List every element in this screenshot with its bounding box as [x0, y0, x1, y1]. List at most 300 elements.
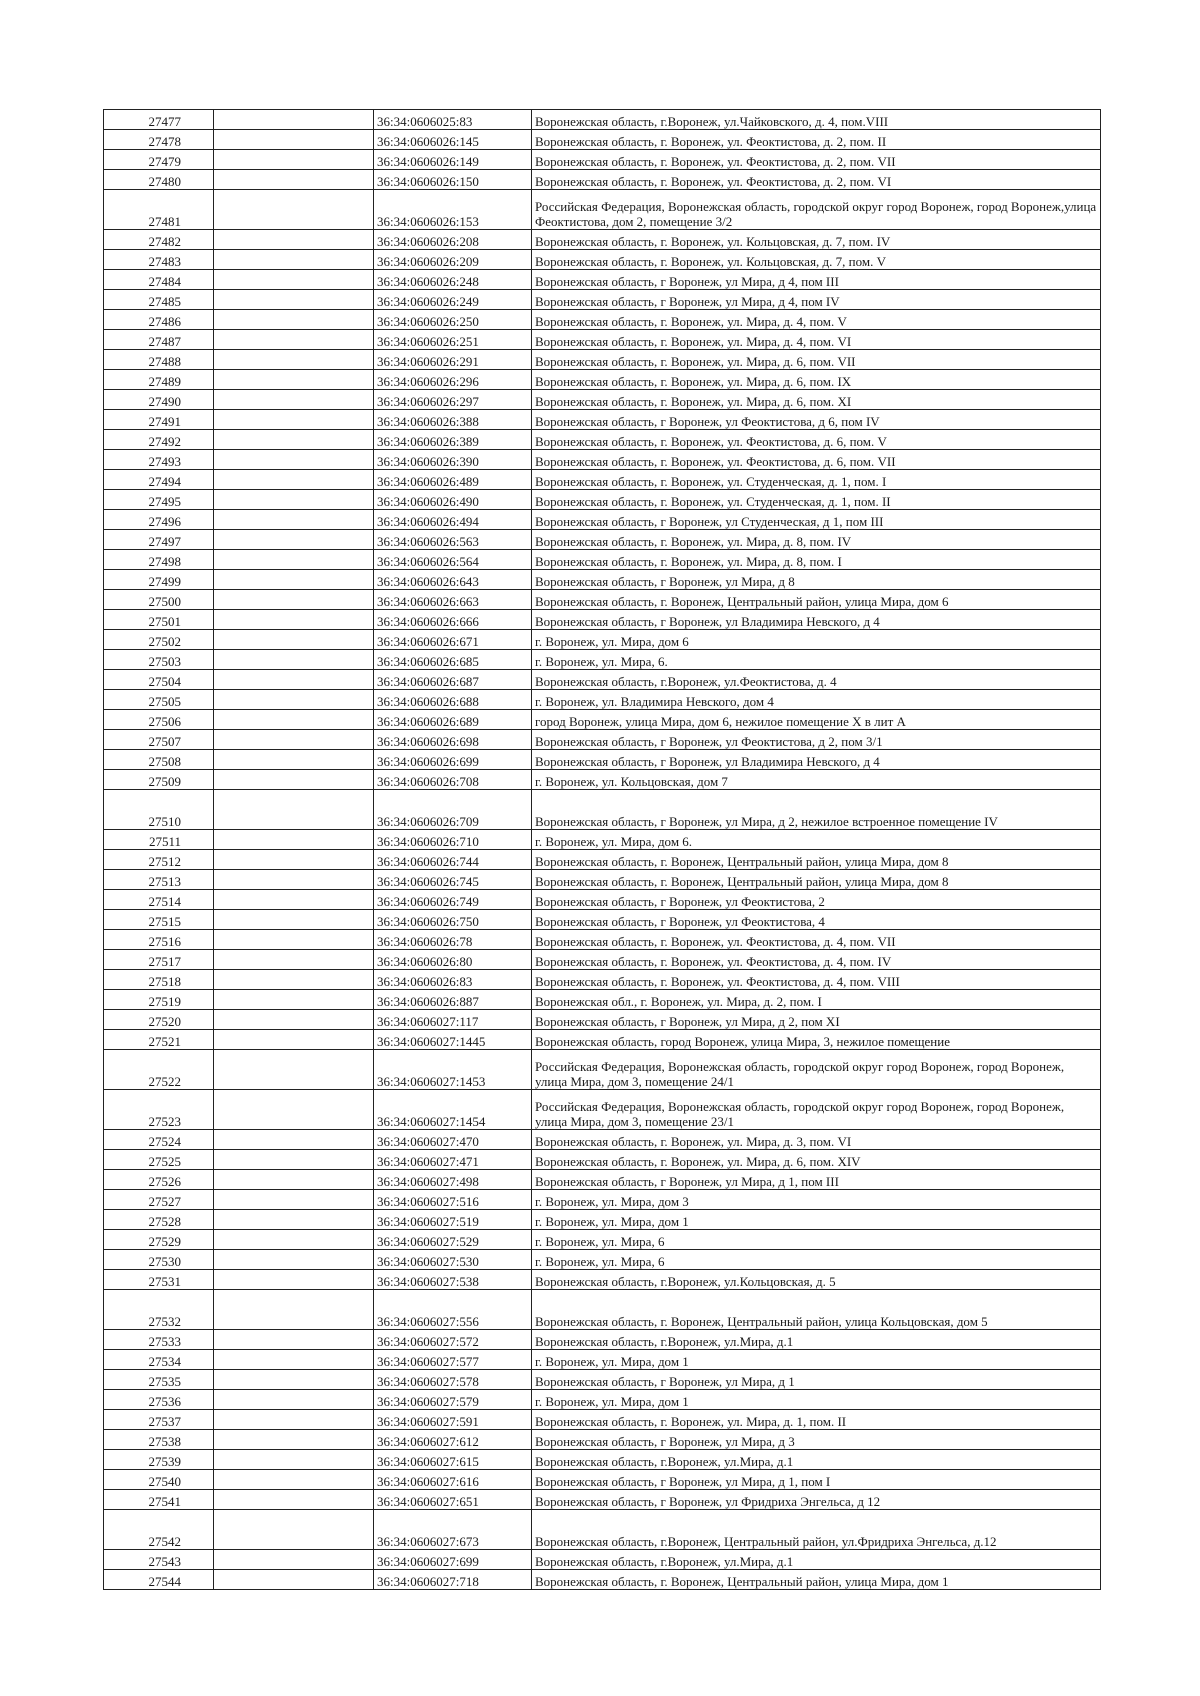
empty-cell: [214, 1150, 374, 1170]
empty-cell: [214, 590, 374, 610]
row-number-cell: 27503: [104, 650, 214, 670]
cadastral-number-cell: 36:34:0606026:489: [374, 470, 532, 490]
row-number-cell: 27493: [104, 450, 214, 470]
cadastral-number-cell: 36:34:0606026:663: [374, 590, 532, 610]
cadastral-number-cell: 36:34:0606026:149: [374, 150, 532, 170]
table-row: [104, 1130, 1101, 1150]
row-number-cell: 27514: [104, 890, 214, 910]
cadastral-number-cell: 36:34:0606026:388: [374, 410, 532, 430]
address-cell: Воронежская область, г. Воронеж, ул. Мира, д. 6, пом. VII: [532, 350, 1101, 370]
empty-cell: [214, 1290, 374, 1330]
cadastral-number-cell: 36:34:0606026:297: [374, 390, 532, 410]
empty-cell: [214, 270, 374, 290]
empty-cell: [214, 130, 374, 150]
address-cell: Воронежская область, г. Воронеж, ул. Феоктистова, д. 2, пом. II: [532, 130, 1101, 150]
cadastral-number-cell: 36:34:0606027:616: [374, 1470, 532, 1490]
empty-cell: [214, 1390, 374, 1410]
address-cell: Российская Федерация, Воронежская область, городской округ город Воронеж, город Воронеж, улица Мира, дом 3, помещение 23/1: [532, 1090, 1101, 1130]
row-number-cell: 27498: [104, 550, 214, 570]
table-row: [104, 110, 1101, 130]
table-row: [104, 570, 1101, 590]
row-number-cell: 27540: [104, 1470, 214, 1490]
cadastral-number-cell: 36:34:0606026:209: [374, 250, 532, 270]
table-row: [104, 430, 1101, 450]
row-number-cell: 27499: [104, 570, 214, 590]
address-cell: Воронежская область, г. Воронеж, ул. Мира, д. 6, пом. XIV: [532, 1150, 1101, 1170]
empty-cell: [214, 330, 374, 350]
empty-cell: [214, 950, 374, 970]
empty-cell: [214, 290, 374, 310]
empty-cell: [214, 850, 374, 870]
address-cell: Воронежская область, г. Воронеж, ул. Феоктистова, д. 4, пом. VII: [532, 930, 1101, 950]
cadastral-number-cell: 36:34:0606027:1454: [374, 1090, 532, 1130]
row-number-cell: 27509: [104, 770, 214, 790]
address-cell: Воронежская область, г Воронеж, ул Мира, д 1, пом I: [532, 1470, 1101, 1490]
empty-cell: [214, 1090, 374, 1130]
table-row: [104, 1290, 1101, 1330]
address-cell: Воронежская область, г Воронеж, ул Мира, д 8: [532, 570, 1101, 590]
table-row: [104, 310, 1101, 330]
cadastral-number-cell: 36:34:0606026:685: [374, 650, 532, 670]
row-number-cell: 27497: [104, 530, 214, 550]
cadastral-number-cell: 36:34:0606027:673: [374, 1510, 532, 1550]
empty-cell: [214, 650, 374, 670]
table-row: [104, 790, 1101, 830]
cadastral-number-cell: 36:34:0606026:744: [374, 850, 532, 870]
row-number-cell: 27543: [104, 1550, 214, 1570]
address-cell: г. Воронеж, ул. Мира, дом 3: [532, 1190, 1101, 1210]
cadastral-number-cell: 36:34:0606027:530: [374, 1250, 532, 1270]
empty-cell: [214, 830, 374, 850]
table-row: [104, 290, 1101, 310]
row-number-cell: 27508: [104, 750, 214, 770]
cadastral-number-cell: 36:34:0606026:83: [374, 970, 532, 990]
address-cell: Воронежская область, г Воронеж, ул Владимира Невского, д 4: [532, 750, 1101, 770]
row-number-cell: 27524: [104, 1130, 214, 1150]
empty-cell: [214, 990, 374, 1010]
table-row: [104, 470, 1101, 490]
empty-cell: [214, 630, 374, 650]
address-cell: Воронежская область, г. Воронеж, ул. Кольцовская, д. 7, пом. V: [532, 250, 1101, 270]
table-row: [104, 510, 1101, 530]
empty-cell: [214, 1510, 374, 1550]
row-number-cell: 27532: [104, 1290, 214, 1330]
row-number-cell: 27511: [104, 830, 214, 850]
cadastral-number-cell: 36:34:0606027:579: [374, 1390, 532, 1410]
empty-cell: [214, 1490, 374, 1510]
cadastral-number-cell: 36:34:0606027:471: [374, 1150, 532, 1170]
row-number-cell: 27521: [104, 1030, 214, 1050]
address-cell: Воронежская область, г. Воронеж, ул. Студенческая, д. 1, пом. I: [532, 470, 1101, 490]
address-cell: Воронежская область, г. Воронеж, ул. Феоктистова, д. 4, пом. VIII: [532, 970, 1101, 990]
cadastral-number-cell: 36:34:0606026:153: [374, 190, 532, 230]
address-cell: Воронежская область, г. Воронеж, Центральный район, улица Мира, дом 1: [532, 1570, 1101, 1590]
table-row: [104, 1250, 1101, 1270]
registry-table-body: [104, 110, 1101, 1590]
table-row: [104, 610, 1101, 630]
address-cell: город Воронеж, улица Мира, дом 6, нежилое помещение X в лит А: [532, 710, 1101, 730]
empty-cell: [214, 670, 374, 690]
table-row: [104, 530, 1101, 550]
empty-cell: [214, 790, 374, 830]
address-cell: Воронежская область, г Воронеж, ул Феоктистова, д 6, пом IV: [532, 410, 1101, 430]
address-cell: Воронежская область, г. Воронеж, ул. Мира, д. 4, пом. VI: [532, 330, 1101, 350]
table-row: [104, 1030, 1101, 1050]
address-cell: Воронежская область, г.Воронеж, ул.Чайковского, д. 4, пом.VIII: [532, 110, 1101, 130]
empty-cell: [214, 1350, 374, 1370]
address-cell: Воронежская область, г. Воронеж, ул. Студенческая, д. 1, пом. II: [532, 490, 1101, 510]
row-number-cell: 27500: [104, 590, 214, 610]
empty-cell: [214, 230, 374, 250]
row-number-cell: 27496: [104, 510, 214, 530]
empty-cell: [214, 1370, 374, 1390]
table-row: [104, 1550, 1101, 1570]
address-cell: Воронежская область, г. Воронеж, Центральный район, улица Мира, дом 8: [532, 870, 1101, 890]
cadastral-number-cell: 36:34:0606026:150: [374, 170, 532, 190]
row-number-cell: 27478: [104, 130, 214, 150]
empty-cell: [214, 410, 374, 430]
table-row: [104, 1350, 1101, 1370]
row-number-cell: 27520: [104, 1010, 214, 1030]
row-number-cell: 27539: [104, 1450, 214, 1470]
cadastral-number-cell: 36:34:0606027:556: [374, 1290, 532, 1330]
empty-cell: [214, 1270, 374, 1290]
cadastral-number-cell: 36:34:0606026:494: [374, 510, 532, 530]
cadastral-number-cell: 36:34:0606027:699: [374, 1550, 532, 1570]
empty-cell: [214, 1410, 374, 1430]
empty-cell: [214, 1230, 374, 1250]
address-cell: Воронежская область, г. Воронеж, ул. Мира, д. 8, пом. I: [532, 550, 1101, 570]
row-number-cell: 27479: [104, 150, 214, 170]
empty-cell: [214, 610, 374, 630]
row-number-cell: 27481: [104, 190, 214, 230]
cadastral-number-cell: 36:34:0606027:572: [374, 1330, 532, 1350]
address-cell: г. Воронеж, ул. Мира, 6.: [532, 650, 1101, 670]
table-row: [104, 750, 1101, 770]
row-number-cell: 27533: [104, 1330, 214, 1350]
empty-cell: [214, 730, 374, 750]
empty-cell: [214, 190, 374, 230]
address-cell: г. Воронеж, ул. Мира, 6: [532, 1250, 1101, 1270]
address-cell: г. Воронеж, ул. Мира, дом 6.: [532, 830, 1101, 850]
cadastral-number-cell: 36:34:0606026:80: [374, 950, 532, 970]
row-number-cell: 27528: [104, 1210, 214, 1230]
table-row: [104, 910, 1101, 930]
address-cell: Воронежская область, г Воронеж, ул Владимира Невского, д 4: [532, 610, 1101, 630]
address-cell: Воронежская область, г Воронеж, ул Феоктистова, 2: [532, 890, 1101, 910]
row-number-cell: 27480: [104, 170, 214, 190]
row-number-cell: 27538: [104, 1430, 214, 1450]
address-cell: Воронежская обл., г. Воронеж, ул. Мира, д. 2, пом. I: [532, 990, 1101, 1010]
address-cell: Воронежская область, г. Воронеж, ул. Мира, д. 6, пом. XI: [532, 390, 1101, 410]
empty-cell: [214, 370, 374, 390]
empty-cell: [214, 890, 374, 910]
cadastral-number-cell: 36:34:0606026:698: [374, 730, 532, 750]
row-number-cell: 27537: [104, 1410, 214, 1430]
cadastral-number-cell: 36:34:0606026:688: [374, 690, 532, 710]
table-row: [104, 390, 1101, 410]
table-row: [104, 1010, 1101, 1030]
row-number-cell: 27494: [104, 470, 214, 490]
address-cell: Воронежская область, г. Воронеж, ул. Мира, д. 6, пом. IX: [532, 370, 1101, 390]
table-row: [104, 330, 1101, 350]
empty-cell: [214, 1210, 374, 1230]
empty-cell: [214, 470, 374, 490]
address-cell: Воронежская область, г Воронеж, ул Мира, д 2, нежилое встроенное помещение IV: [532, 790, 1101, 830]
cadastral-number-cell: 36:34:0606026:208: [374, 230, 532, 250]
table-row: [104, 410, 1101, 430]
address-cell: Воронежская область, г.Воронеж, ул.Мира, д.1: [532, 1330, 1101, 1350]
cadastral-number-cell: 36:34:0606026:296: [374, 370, 532, 390]
empty-cell: [214, 1050, 374, 1090]
row-number-cell: 27531: [104, 1270, 214, 1290]
cadastral-number-cell: 36:34:0606026:250: [374, 310, 532, 330]
cadastral-number-cell: 36:34:0606027:615: [374, 1450, 532, 1470]
table-row: [104, 1470, 1101, 1490]
table-row: [104, 970, 1101, 990]
address-cell: Воронежская область, г.Воронеж, ул.Феоктистова, д. 4: [532, 670, 1101, 690]
empty-cell: [214, 430, 374, 450]
cadastral-number-cell: 36:34:0606026:251: [374, 330, 532, 350]
address-cell: Воронежская область, г Воронеж, ул Студенческая, д 1, пом III: [532, 510, 1101, 530]
table-row: [104, 1090, 1101, 1130]
address-cell: Воронежская область, г Воронеж, ул Фридриха Энгельса, д 12: [532, 1490, 1101, 1510]
cadastral-number-cell: 36:34:0606027:1453: [374, 1050, 532, 1090]
row-number-cell: 27513: [104, 870, 214, 890]
row-number-cell: 27527: [104, 1190, 214, 1210]
address-cell: Воронежская область, г. Воронеж, Центральный район, улица Мира, дом 8: [532, 850, 1101, 870]
empty-cell: [214, 710, 374, 730]
row-number-cell: 27536: [104, 1390, 214, 1410]
empty-cell: [214, 770, 374, 790]
cadastral-number-cell: 36:34:0606027:498: [374, 1170, 532, 1190]
address-cell: Воронежская область, г Воронеж, ул Мира, д 4, пом IV: [532, 290, 1101, 310]
row-number-cell: 27477: [104, 110, 214, 130]
cadastral-number-cell: 36:34:0606026:689: [374, 710, 532, 730]
cadastral-number-cell: 36:34:0606026:564: [374, 550, 532, 570]
address-cell: Воронежская область, г. Воронеж, ул. Феоктистова, д. 2, пом. VI: [532, 170, 1101, 190]
cadastral-number-cell: 36:34:0606026:490: [374, 490, 532, 510]
address-cell: Воронежская область, г Воронеж, ул Мира, д 1, пом III: [532, 1170, 1101, 1190]
table-row: [104, 130, 1101, 150]
table-row: [104, 1430, 1101, 1450]
cadastral-number-cell: 36:34:0606026:563: [374, 530, 532, 550]
table-row: [104, 1490, 1101, 1510]
table-row: [104, 1150, 1101, 1170]
cadastral-number-cell: 36:34:0606027:578: [374, 1370, 532, 1390]
empty-cell: [214, 450, 374, 470]
table-row: [104, 850, 1101, 870]
row-number-cell: 27515: [104, 910, 214, 930]
empty-cell: [214, 1570, 374, 1590]
table-row: [104, 690, 1101, 710]
empty-cell: [214, 1550, 374, 1570]
address-cell: Воронежская область, г Воронеж, ул Мира, д 2, пом XI: [532, 1010, 1101, 1030]
empty-cell: [214, 750, 374, 770]
empty-cell: [214, 310, 374, 330]
address-cell: Воронежская область, г Воронеж, ул Феоктистова, д 2, пом 3/1: [532, 730, 1101, 750]
table-row: [104, 170, 1101, 190]
row-number-cell: 27506: [104, 710, 214, 730]
table-row: [104, 250, 1101, 270]
empty-cell: [214, 1190, 374, 1210]
table-row: [104, 1270, 1101, 1290]
empty-cell: [214, 870, 374, 890]
row-number-cell: 27487: [104, 330, 214, 350]
row-number-cell: 27522: [104, 1050, 214, 1090]
table-row: [104, 1170, 1101, 1190]
empty-cell: [214, 690, 374, 710]
address-cell: г. Воронеж, ул. Мира, дом 1: [532, 1210, 1101, 1230]
address-cell: Воронежская область, г Воронеж, ул Мира, д 4, пом III: [532, 270, 1101, 290]
address-cell: Воронежская область, город Воронеж, улица Мира, 3, нежилое помещение: [532, 1030, 1101, 1050]
empty-cell: [214, 1030, 374, 1050]
row-number-cell: 27526: [104, 1170, 214, 1190]
address-cell: г. Воронеж, ул. Мира, 6: [532, 1230, 1101, 1250]
address-cell: Воронежская область, г Воронеж, ул Мира, д 3: [532, 1430, 1101, 1450]
table-row: [104, 1570, 1101, 1590]
table-row: [104, 370, 1101, 390]
table-row: [104, 230, 1101, 250]
address-cell: Воронежская область, г Воронеж, ул Мира, д 1: [532, 1370, 1101, 1390]
address-cell: Воронежская область, г Воронеж, ул Феоктистова, 4: [532, 910, 1101, 930]
empty-cell: [214, 1170, 374, 1190]
table-row: [104, 150, 1101, 170]
table-row: [104, 830, 1101, 850]
table-row: [104, 1370, 1101, 1390]
table-row: [104, 1510, 1101, 1550]
address-cell: г. Воронеж, ул. Владимира Невского, дом 4: [532, 690, 1101, 710]
cadastral-number-cell: 36:34:0606026:687: [374, 670, 532, 690]
empty-cell: [214, 110, 374, 130]
empty-cell: [214, 570, 374, 590]
cadastral-number-cell: 36:34:0606027:591: [374, 1410, 532, 1430]
table-row: [104, 450, 1101, 470]
row-number-cell: 27523: [104, 1090, 214, 1130]
empty-cell: [214, 910, 374, 930]
cadastral-number-cell: 36:34:0606026:745: [374, 870, 532, 890]
cadastral-number-cell: 36:34:0606025:83: [374, 110, 532, 130]
row-number-cell: 27518: [104, 970, 214, 990]
address-cell: г. Воронеж, ул. Мира, дом 1: [532, 1390, 1101, 1410]
table-row: [104, 950, 1101, 970]
cadastral-number-cell: 36:34:0606027:470: [374, 1130, 532, 1150]
empty-cell: [214, 490, 374, 510]
table-row: [104, 270, 1101, 290]
cadastral-number-cell: 36:34:0606026:249: [374, 290, 532, 310]
table-row: [104, 930, 1101, 950]
cadastral-number-cell: 36:34:0606027:1445: [374, 1030, 532, 1050]
address-cell: Воронежская область, г.Воронеж, ул.Мира, д.1: [532, 1550, 1101, 1570]
table-row: [104, 1050, 1101, 1090]
table-row: [104, 550, 1101, 570]
empty-cell: [214, 970, 374, 990]
row-number-cell: 27485: [104, 290, 214, 310]
row-number-cell: 27492: [104, 430, 214, 450]
table-row: [104, 1390, 1101, 1410]
address-cell: г. Воронеж, ул. Мира, дом 1: [532, 1350, 1101, 1370]
table-row: [104, 710, 1101, 730]
empty-cell: [214, 1470, 374, 1490]
table-row: [104, 1190, 1101, 1210]
row-number-cell: 27484: [104, 270, 214, 290]
empty-cell: [214, 170, 374, 190]
cadastral-number-cell: 36:34:0606026:750: [374, 910, 532, 930]
table-row: [104, 990, 1101, 1010]
address-cell: Воронежская область, г. Воронеж, ул. Кольцовская, д. 7, пом. IV: [532, 230, 1101, 250]
address-cell: г. Воронеж, ул. Мира, дом 6: [532, 630, 1101, 650]
address-cell: Воронежская область, г. Воронеж, ул. Феоктистова, д. 6, пом. VII: [532, 450, 1101, 470]
table-row: [104, 890, 1101, 910]
address-cell: Воронежская область, г. Воронеж, Центральный район, улица Кольцовская, дом 5: [532, 1290, 1101, 1330]
address-cell: Воронежская область, г. Воронеж, ул. Мира, д. 4, пом. V: [532, 310, 1101, 330]
table-row: [104, 1230, 1101, 1250]
address-cell: Воронежская область, г. Воронеж, ул. Мира, д. 8, пом. IV: [532, 530, 1101, 550]
empty-cell: [214, 350, 374, 370]
cadastral-number-cell: 36:34:0606027:718: [374, 1570, 532, 1590]
address-cell: Воронежская область, г. Воронеж, ул. Феоктистова, д. 6, пом. V: [532, 430, 1101, 450]
table-row: [104, 1210, 1101, 1230]
empty-cell: [214, 510, 374, 530]
row-number-cell: 27519: [104, 990, 214, 1010]
table-row: [104, 1410, 1101, 1430]
table-row: [104, 670, 1101, 690]
cadastral-number-cell: 36:34:0606026:887: [374, 990, 532, 1010]
row-number-cell: 27535: [104, 1370, 214, 1390]
address-cell: г. Воронеж, ул. Кольцовская, дом 7: [532, 770, 1101, 790]
address-cell: Российская Федерация, Воронежская область, городской округ город Воронеж, город Воронеж,улица Феоктистова, дом 2, помещение 3/2: [532, 190, 1101, 230]
cadastral-number-cell: 36:34:0606027:516: [374, 1190, 532, 1210]
row-number-cell: 27495: [104, 490, 214, 510]
empty-cell: [214, 1250, 374, 1270]
empty-cell: [214, 1130, 374, 1150]
row-number-cell: 27510: [104, 790, 214, 830]
address-cell: Воронежская область, г. Воронеж, ул. Мира, д. 3, пом. VI: [532, 1130, 1101, 1150]
row-number-cell: 27530: [104, 1250, 214, 1270]
cadastral-number-cell: 36:34:0606026:699: [374, 750, 532, 770]
cadastral-number-cell: 36:34:0606026:709: [374, 790, 532, 830]
row-number-cell: 27501: [104, 610, 214, 630]
empty-cell: [214, 150, 374, 170]
empty-cell: [214, 530, 374, 550]
cadastral-number-cell: 36:34:0606026:78: [374, 930, 532, 950]
cadastral-number-cell: 36:34:0606027:117: [374, 1010, 532, 1030]
row-number-cell: 27541: [104, 1490, 214, 1510]
table-row: [104, 730, 1101, 750]
table-row: [104, 590, 1101, 610]
empty-cell: [214, 550, 374, 570]
cadastral-number-cell: 36:34:0606027:577: [374, 1350, 532, 1370]
cadastral-number-cell: 36:34:0606026:248: [374, 270, 532, 290]
row-number-cell: 27483: [104, 250, 214, 270]
row-number-cell: 27491: [104, 410, 214, 430]
cadastral-number-cell: 36:34:0606027:612: [374, 1430, 532, 1450]
row-number-cell: 27544: [104, 1570, 214, 1590]
cadastral-number-cell: 36:34:0606026:145: [374, 130, 532, 150]
table-row: [104, 630, 1101, 650]
row-number-cell: 27516: [104, 930, 214, 950]
address-cell: Воронежская область, г.Воронеж, ул.Мира, д.1: [532, 1450, 1101, 1470]
cadastral-number-cell: 36:34:0606026:666: [374, 610, 532, 630]
row-number-cell: 27486: [104, 310, 214, 330]
row-number-cell: 27488: [104, 350, 214, 370]
row-number-cell: 27505: [104, 690, 214, 710]
cadastral-number-cell: 36:34:0606026:671: [374, 630, 532, 650]
row-number-cell: 27504: [104, 670, 214, 690]
empty-cell: [214, 1430, 374, 1450]
cadastral-number-cell: 36:34:0606026:390: [374, 450, 532, 470]
address-cell: Воронежская область, г. Воронеж, ул. Феоктистова, д. 2, пом. VII: [532, 150, 1101, 170]
